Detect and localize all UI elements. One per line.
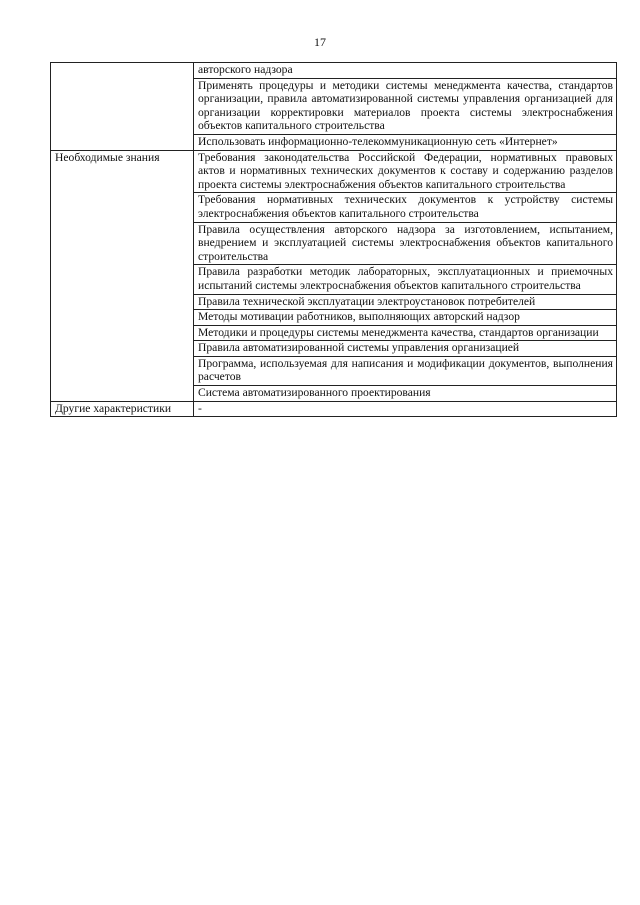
skill-item: Применять процедуры и методики системы менеджмента качества, стандартов организации, правила автоматизированной системы управления организацией для организации корректировки материалов проекта системы электроснабжения объектов капитального строительства: [194, 78, 617, 134]
knowledge-item: Правила разработки методик лабораторных, эксплуатационных и приемочных испытаний системы электроснабжения объектов капитального строительства: [194, 265, 617, 294]
other-characteristics-value: -: [194, 401, 617, 417]
continuation-label-cell: [51, 63, 194, 151]
knowledge-item: Система автоматизированного проектирования: [194, 386, 617, 402]
knowledge-item: Требования нормативных технических документов к устройству системы электроснабжения объектов капитального строительства: [194, 193, 617, 222]
knowledge-item: Методы мотивации работников, выполняющих авторский надзор: [194, 310, 617, 326]
skill-item: Использовать информационно-телекоммуникационную сеть «Интернет»: [194, 134, 617, 150]
other-characteristics-label: Другие характеристики: [51, 401, 194, 417]
table-row: [51, 401, 617, 417]
knowledge-item: Программа, используемая для написания и модификации документов, выполнения расчетов: [194, 356, 617, 385]
page-number: 17: [314, 35, 326, 49]
knowledge-item: Методики и процедуры системы менеджмента качества, стандартов организации: [194, 325, 617, 341]
knowledge-label: Необходимые знания: [51, 150, 194, 401]
skill-item: авторского надзора: [194, 63, 617, 79]
table-row: [51, 63, 617, 79]
knowledge-item: Правила автоматизированной системы управления организацией: [194, 341, 617, 357]
knowledge-item: Правила осуществления авторского надзора за изготовлением, испытанием, внедрением и эксплуатацией системы электроснабжения объектов капитального строительства: [194, 222, 617, 265]
knowledge-item: Требования законодательства Российской Федерации, нормативных правовых актов и нормативных технических документов к составу и содержанию разделов проекта системы электроснабжения объектов капитального строительства: [194, 150, 617, 193]
table-row: [51, 150, 617, 193]
requirements-table: [50, 62, 617, 417]
knowledge-item: Правила технической эксплуатации электроустановок потребителей: [194, 294, 617, 310]
